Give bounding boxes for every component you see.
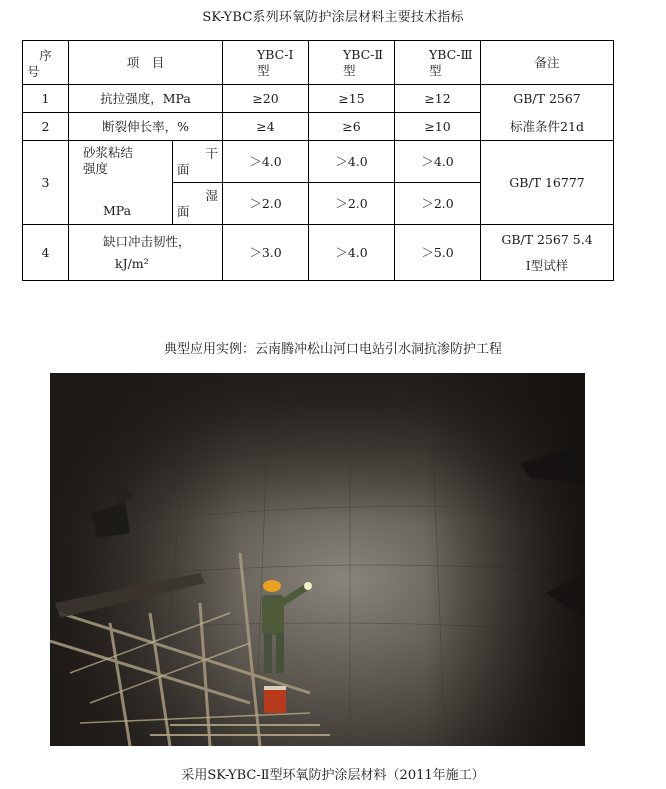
tunnel-photo-illustration bbox=[50, 373, 585, 746]
row-value-ybc2: ＞4.0 bbox=[309, 141, 395, 183]
tunnel-photo bbox=[50, 373, 585, 746]
header-note: 备注 bbox=[481, 41, 614, 85]
row-value-ybc2: ＞2.0 bbox=[309, 183, 395, 225]
row-value-ybc2: ≥6 bbox=[309, 113, 395, 141]
example-title: 典型应用实例：云南腾冲松山河口电站引水洞抗渗防护工程 bbox=[163, 342, 502, 357]
header-ybc1: YBC-Ⅰ 型 bbox=[223, 41, 309, 85]
row-value-ybc3: ＞4.0 bbox=[395, 141, 481, 183]
table-title: SK-YBC系列环氧防护涂层材料主要技术指标 bbox=[202, 10, 464, 25]
row-seq: 1 bbox=[23, 85, 69, 113]
header-item: 项 目 bbox=[69, 41, 223, 85]
row-value-ybc1: ≥4 bbox=[223, 113, 309, 141]
photo-caption: 采用SK-YBC-Ⅱ型环氧防护涂层材料（2011年施工） bbox=[181, 768, 485, 783]
table-row bbox=[23, 85, 614, 113]
row-item: 抗拉强度，MPa bbox=[69, 85, 223, 113]
row-subitem-dry: 干 面 bbox=[173, 141, 223, 183]
header-ybc3: YBC-Ⅲ 型 bbox=[395, 41, 481, 85]
table-header-row bbox=[23, 41, 614, 85]
row-note: GB/T 2567 标准条件21d bbox=[481, 85, 614, 141]
row-value-ybc2: ≥15 bbox=[309, 85, 395, 113]
row-value-ybc3: ＞2.0 bbox=[395, 183, 481, 225]
row-value-ybc2: ＞4.0 bbox=[309, 225, 395, 281]
paint-bucket bbox=[264, 688, 286, 713]
row-value-ybc3: ≥10 bbox=[395, 113, 481, 141]
table-row bbox=[23, 141, 614, 183]
header-ybc2: YBC-Ⅱ 型 bbox=[309, 41, 395, 85]
table-row bbox=[23, 225, 614, 281]
row-seq: 3 bbox=[23, 141, 69, 225]
row-value-ybc1: ＞2.0 bbox=[223, 183, 309, 225]
row-item: 砂浆粘结 强度 MPa bbox=[69, 141, 173, 225]
spec-table bbox=[22, 40, 614, 281]
row-seq: 4 bbox=[23, 225, 69, 281]
row-value-ybc3: ＞5.0 bbox=[395, 225, 481, 281]
row-seq: 2 bbox=[23, 113, 69, 141]
row-value-ybc1: ＞3.0 bbox=[223, 225, 309, 281]
row-item: 缺口冲击韧性， kJ/m² bbox=[69, 225, 223, 281]
row-value-ybc3: ≥12 bbox=[395, 85, 481, 113]
header-seq: 序 号 bbox=[23, 41, 69, 85]
row-note: GB/T 16777 bbox=[481, 141, 614, 225]
row-value-ybc1: ＞4.0 bbox=[223, 141, 309, 183]
row-subitem-wet: 湿 面 bbox=[173, 183, 223, 225]
row-note: GB/T 2567 5.4 Ⅰ型试样 bbox=[481, 225, 614, 281]
row-item: 断裂伸长率，% bbox=[69, 113, 223, 141]
row-value-ybc1: ≥20 bbox=[223, 85, 309, 113]
